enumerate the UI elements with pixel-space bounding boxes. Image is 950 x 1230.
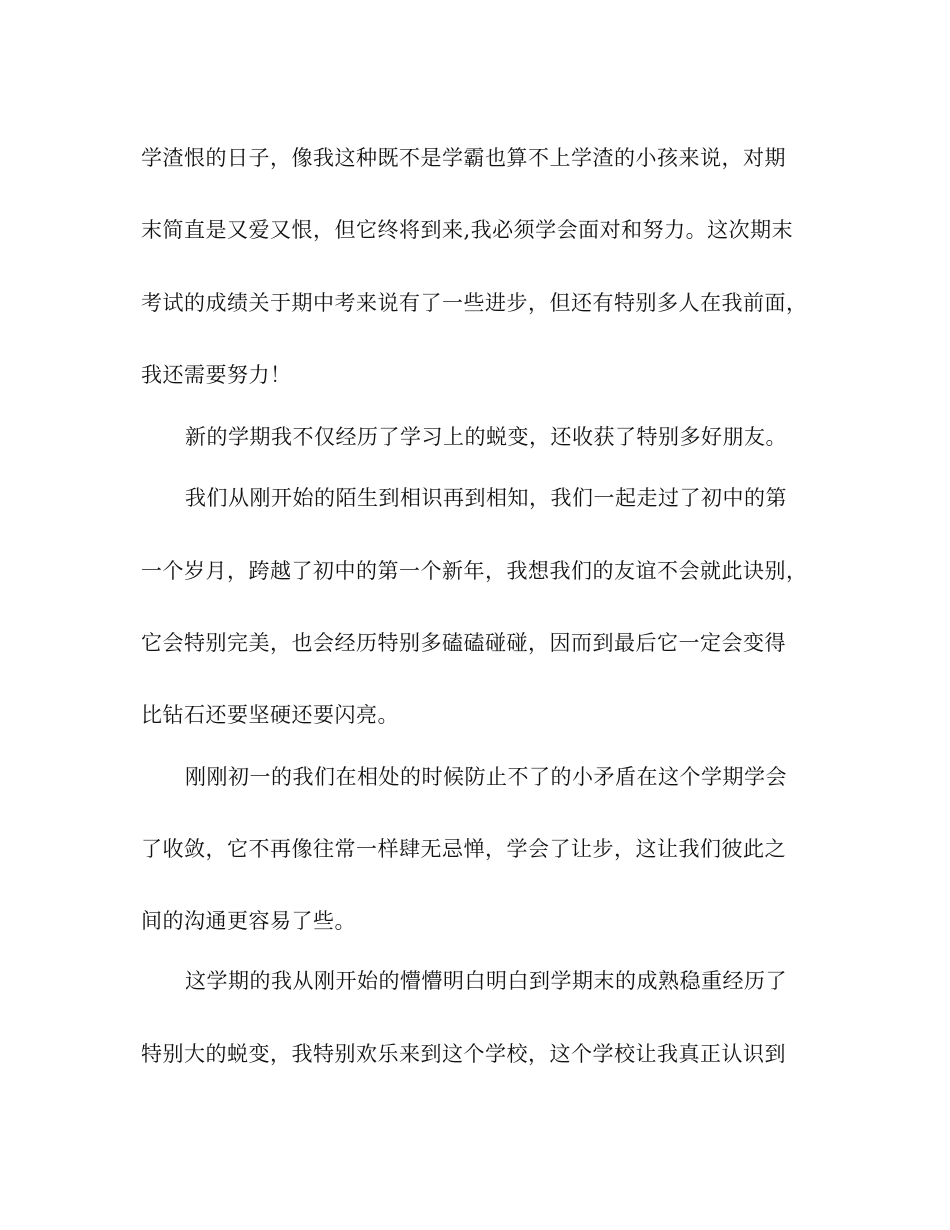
text-line-8: 它会特别完美，也会经历特别多磕磕碰碰，因而到最后它一定会变得 [141, 631, 786, 655]
text-line-2: 末简直是又爱又恨，但它终将到来,我必须学会面对和努力。这次期末 [141, 218, 794, 242]
text-line-11: 了收敛，它不再像往常一样肆无忌惮，学会了让步，这让我们彼此之 [141, 837, 786, 861]
text-line-7: 一个岁月，跨越了初中的第一个新年，我想我们的友谊不会就此诀别， [141, 559, 808, 583]
text-line-6: 我们从刚开始的陌生到相识再到相知，我们一起走过了初中的第 [185, 486, 787, 510]
text-line-1: 学渣恨的日子，像我这种既不是学霸也算不上学渣的小孩来说，对期 [141, 146, 786, 170]
text-line-12: 间的沟通更容易了些。 [141, 909, 356, 933]
text-line-4: 我还需要努力！ [141, 363, 292, 387]
text-line-10: 刚刚初一的我们在相处的时候防止不了的小矛盾在这个学期学会 [185, 765, 787, 789]
text-line-13: 这学期的我从刚开始的懵懵明白明白到学期末的成熟稳重经历了 [185, 969, 787, 993]
text-line-5: 新的学期我不仅经历了学习上的蜕变，还收获了特别多好朋友。 [185, 425, 787, 449]
text-line-3: 考试的成绩关于期中考来说有了一些进步，但还有特别多人在我前面， [141, 291, 808, 315]
text-line-14: 特别大的蜕变，我特别欢乐来到这个学校，这个学校让我真正认识到 [141, 1042, 786, 1066]
text-line-9: 比钻石还要坚硬还要闪亮。 [141, 703, 399, 727]
